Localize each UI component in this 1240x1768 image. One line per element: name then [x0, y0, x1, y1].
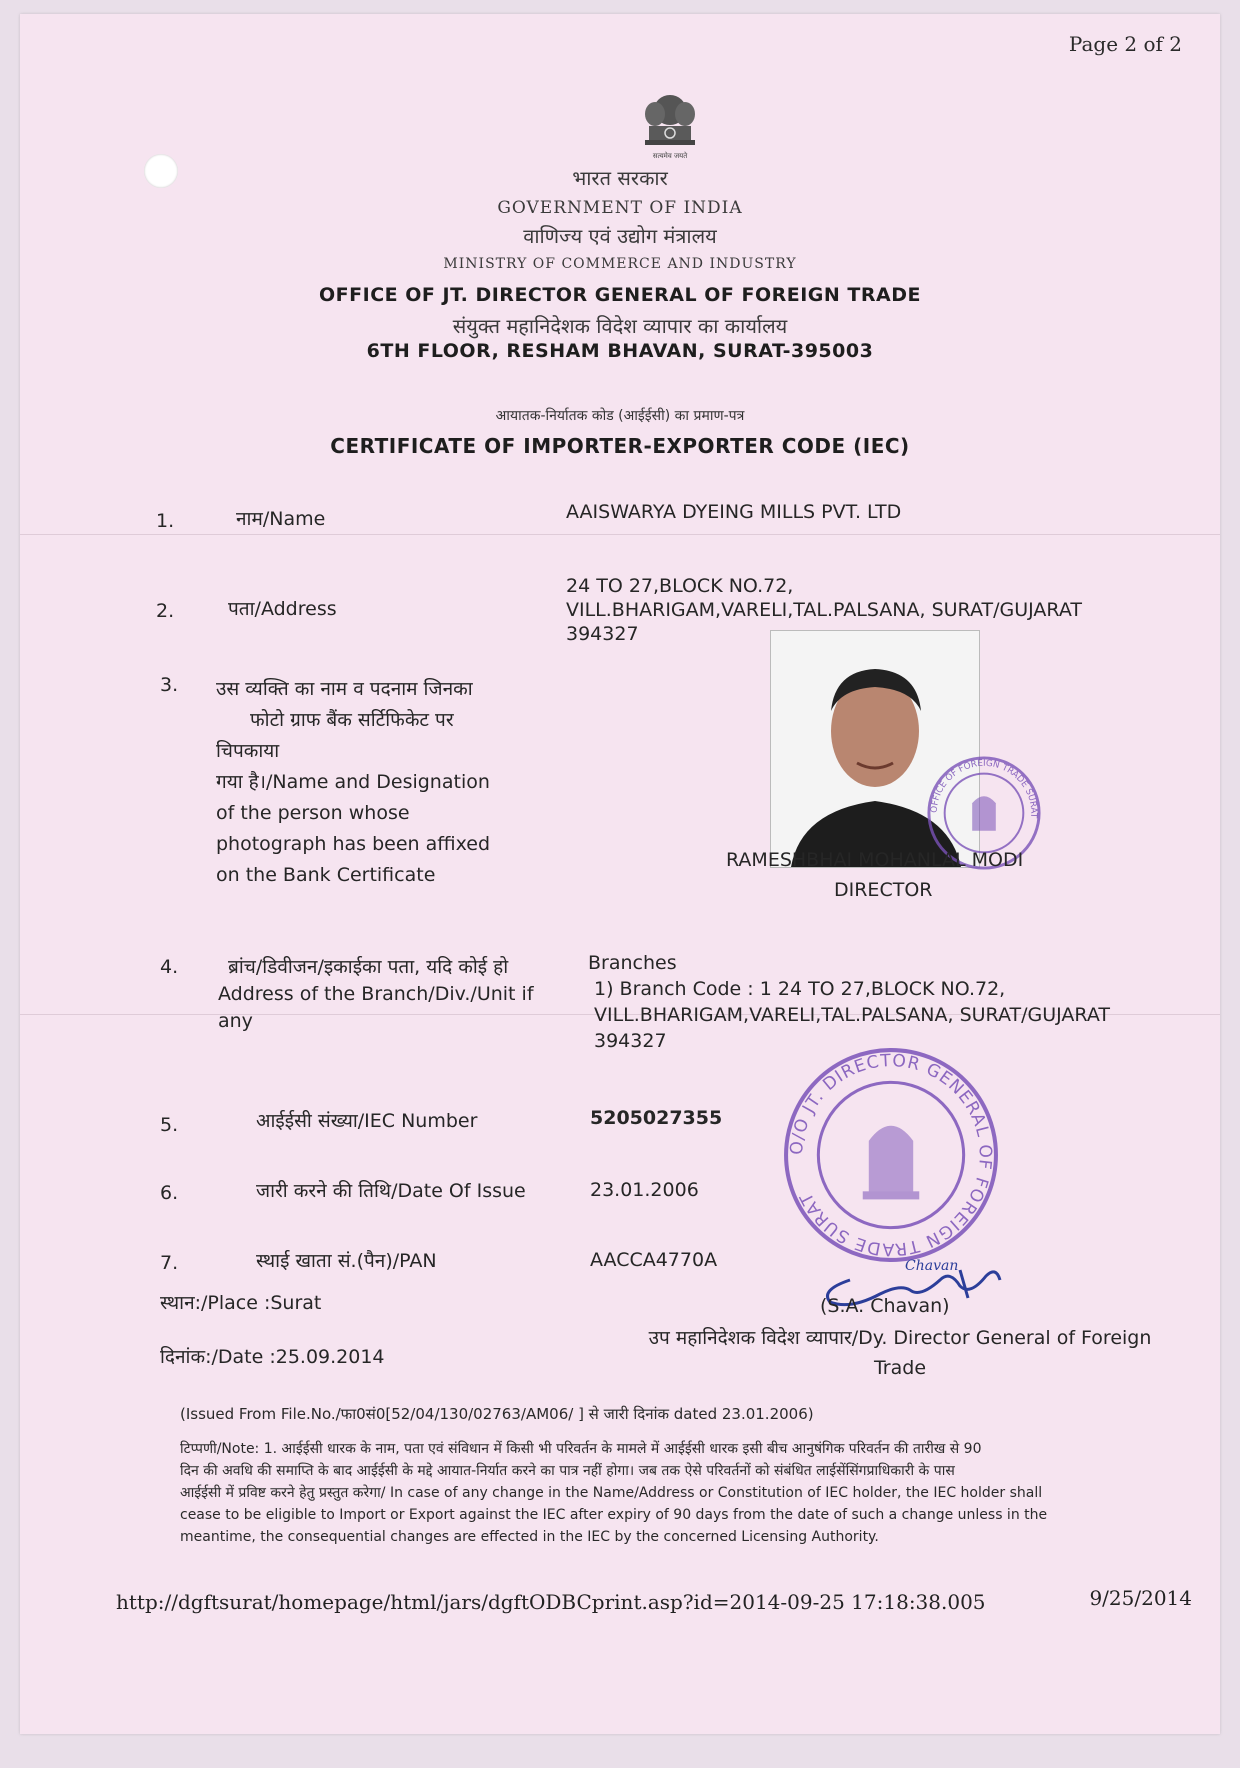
place: स्थान:/Place :Surat: [160, 1292, 322, 1314]
hindi-ministry: वाणिज्य एवं उद्योग मंत्रालय: [523, 224, 717, 248]
director-name: RAMESHBHAI MOHANLAL MODI: [726, 849, 1024, 871]
fold-line: [20, 534, 1220, 535]
ministry-name: MINISTRY OF COMMERCE AND INDUSTRY: [443, 256, 797, 272]
date: दिनांक:/Date :25.09.2014: [160, 1346, 385, 1368]
director-designation: DIRECTOR: [834, 879, 933, 901]
signatory-designation: [600, 1326, 1200, 1380]
date-of-issue-label: जारी करने की तिथि/Date Of Issue: [256, 1180, 526, 1202]
note-line: टिप्पणी/Note: 1. आईईसी धारक के नाम, पता एवं संविधान में किसी भी परिवर्तन के मामले में आईईसी धारक इसी बीच आनुषंगिक परिवर्तन की तारीख से 90: [180, 1441, 982, 1457]
pan-value: AACCA4770A: [590, 1249, 718, 1271]
footer-date: 9/25/2014: [1089, 1586, 1192, 1610]
branch-label: [218, 954, 588, 1035]
branch-line: VILL.BHARIGAM,VARELI,TAL.PALSANA, SURAT/GUJARAT: [594, 1004, 1110, 1026]
iec-number-value: 5205027355: [590, 1107, 723, 1129]
address-line: VILL.BHARIGAM,VARELI,TAL.PALSANA, SURAT/GUJARAT: [566, 599, 1082, 621]
item-number: 3.: [160, 674, 179, 696]
item-number: 5.: [160, 1114, 179, 1136]
page-number: Page 2 of 2: [1068, 32, 1182, 56]
emblem-motto: सत्यमेव जयते: [652, 152, 688, 160]
name-label: नाम/Name: [236, 508, 326, 530]
address-label: पता/Address: [228, 598, 337, 620]
note-line: cease to be eligible to Import or Export against the IEC after expiry of 90 days from the date of such a change unless in the: [180, 1507, 1048, 1523]
item-number: 6.: [160, 1182, 179, 1204]
certificate-title: CERTIFICATE OF IMPORTER-EXPORTER CODE (IEC): [330, 434, 910, 458]
certificate-page: [20, 14, 1220, 1734]
address-line: 24 TO 27,BLOCK NO.72,: [566, 575, 794, 597]
label-line: चिपकाया: [216, 740, 280, 762]
label-line: on the Bank Certificate: [216, 864, 436, 886]
office-address: 6TH FLOOR, RESHAM BHAVAN, SURAT-395003: [366, 340, 874, 362]
signature-text: Chavan: [905, 1258, 959, 1274]
item-number: 2.: [156, 600, 175, 622]
label-line: any: [218, 1010, 253, 1032]
item-number: 7.: [160, 1252, 179, 1274]
label-line: उस व्यक्ति का नाम व पदनाम जिनका: [216, 678, 473, 700]
label-line: ब्रांच/डिवीजन/इकाईका पता, यदि कोई हो: [228, 956, 509, 978]
stamp-big-text: O/O JT. DIRECTOR GENERAL OF FOREIGN TRADE SURAT: [786, 1050, 995, 1259]
branch-line: Branches: [588, 952, 677, 974]
office-name: OFFICE OF JT. DIRECTOR GENERAL OF FOREIGN TRADE: [319, 284, 921, 306]
iec-number-label: आईईसी संख्या/IEC Number: [256, 1110, 478, 1132]
government-of-india: GOVERNMENT OF INDIA: [497, 198, 743, 218]
hindi-office: संयुक्त महानिदेशक विदेश व्यापार का कार्यालय: [452, 314, 788, 338]
item-number: 1.: [156, 510, 175, 532]
stamp-small-text: OFFICE OF FOREIGN TRADE SURAT: [929, 758, 1039, 819]
name-value: AAISWARYA DYEING MILLS PVT. LTD: [566, 501, 902, 523]
hindi-government: भारत सरकार: [572, 166, 668, 190]
person-label: [216, 674, 546, 891]
item-number: 4.: [160, 956, 179, 978]
designation-line: Trade: [873, 1357, 927, 1379]
footer-url: http://dgftsurat/homepage/html/jars/dgftODBCprint.asp?id=2014-09-25 17:18:38.005: [116, 1590, 986, 1614]
label-line: of the person whose: [216, 802, 410, 824]
date-of-issue-value: 23.01.2006: [590, 1179, 699, 1201]
branch-line: 394327: [594, 1030, 667, 1052]
branch-value: [588, 950, 1188, 1054]
signatory-name: (S.A. Chavan): [820, 1295, 950, 1317]
office-stamp-large: [780, 1044, 1002, 1266]
pan-label: स्थाई खाता सं.(पैन)/PAN: [256, 1250, 437, 1272]
hindi-certificate-title: आयातक-निर्यातक कोड (आईईसी) का प्रमाण-पत्र: [495, 408, 745, 424]
issued-from: (Issued From File.No./फा0सं0[52/04/130/02763/AM06/ ] से जारी दिनांक dated 23.01.2006): [180, 1405, 814, 1423]
address-line: 394327: [566, 623, 639, 645]
label-line: Address of the Branch/Div./Unit if: [218, 983, 534, 1005]
note-line: आईईसी में प्रविष्ट करने हेतु प्रस्तुत करेगा/ In case of any change in the Name/Address or Constitution of IEC holder, the IEC holder shall: [180, 1485, 1043, 1501]
label-line: गया है।/Name and Designation: [216, 771, 490, 793]
label-line: फोटो ग्राफ बैंक सर्टिफिकेट पर: [250, 709, 454, 731]
note-line: meantime, the consequential changes are effected in the IEC by the concerned Licensing Authority.: [180, 1529, 879, 1545]
label-line: photograph has been affixed: [216, 833, 491, 855]
note-line: दिन की अवधि की समाप्ति के बाद आईईसी के मद्दे आयात-निर्यात करने का पात्र नहीं होगा। जब तक ऐसे परिवर्तनों को संबंधित लाईसेंसिंगप्राधिकारी के पास: [180, 1463, 955, 1479]
branch-line: 1) Branch Code : 1 24 TO 27,BLOCK NO.72,: [594, 978, 1006, 1000]
designation-line: उप महानिदेशक विदेश व्यापार/Dy. Director General of Foreign: [648, 1327, 1152, 1349]
note: [180, 1438, 1190, 1548]
